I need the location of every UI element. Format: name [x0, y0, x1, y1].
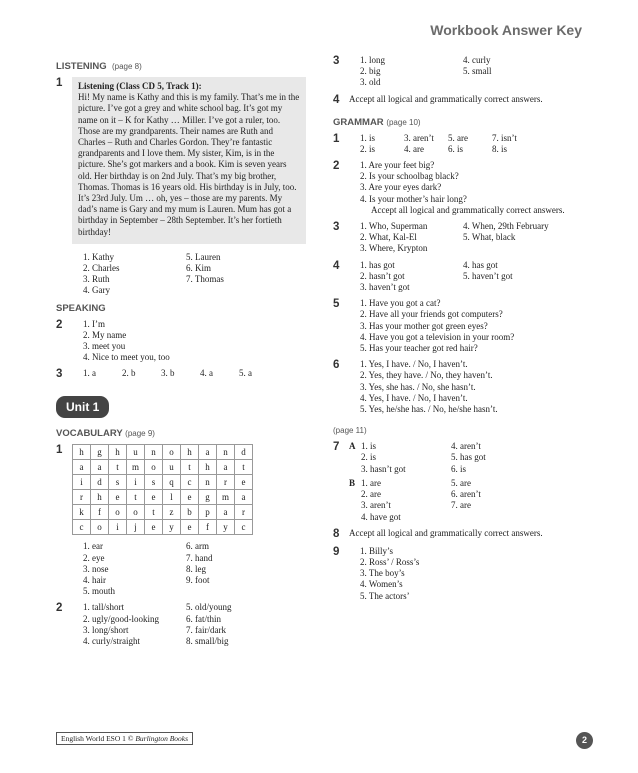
answer-item: 6. aren’t [451, 489, 481, 500]
answer-item: 3. hasn’t got [361, 463, 406, 474]
answer-item: 8. small/big [186, 636, 229, 647]
word-search-cell: a [73, 460, 91, 475]
answer-item [186, 586, 306, 597]
word-search-cell: c [235, 520, 253, 535]
answer-list [349, 133, 583, 155]
answer-list [349, 55, 583, 89]
word-search-cell: s [109, 475, 127, 490]
word-search-row [73, 520, 253, 535]
answer-item [463, 282, 583, 293]
grammar-exercise-6: 6 1. Yes, I have. / No, I haven’t. 2. Yes, they have. / No, they haven’t. 3. Yes, she has. / No, she hasn’t. 4. Yes, I have. / No, I haven’t. 5. Yes, he/she has. / No, he/she hasn’t. [333, 359, 583, 415]
part-a-label: A [349, 441, 356, 452]
word-search-cell: j [127, 520, 145, 535]
word-search-cell: r [235, 505, 253, 520]
word-search-cell: h [199, 460, 217, 475]
page-header: Workbook Answer Key [430, 22, 582, 38]
answer-list [349, 260, 583, 294]
answer-item: 1. Who, Superman [360, 221, 428, 232]
answer-item: 1. long [360, 55, 386, 65]
answer-item: 1. tall/short [83, 602, 124, 613]
word-search-cell: c [181, 475, 199, 490]
answer-item: 2. Is your schoolbag black? [360, 171, 459, 182]
answer-list [72, 319, 306, 364]
answer-item: 7. hand [186, 552, 213, 563]
answer-item: 3. old [360, 77, 381, 88]
word-search-cell: o [163, 445, 181, 460]
grammar-exercise-9: 9 1. Billy’s 2. Ross’ / Ross’s 3. The boy’s 4. Women’s 5. The actors’ [333, 546, 583, 602]
word-search-cell: h [181, 445, 199, 460]
answer-item: 4. aren’t [451, 441, 481, 452]
word-search-cell: e [181, 490, 199, 505]
word-search-cell: s [145, 475, 163, 490]
answer-item: 4. are [404, 143, 424, 154]
word-search-cell: l [163, 490, 181, 505]
word-search-cell: t [145, 505, 163, 520]
answer-item: 1. a [83, 368, 96, 379]
answer-item: 3. The boy’s [360, 568, 405, 579]
answer-item: 4. Yes, I have. / No, I haven’t. [360, 392, 468, 403]
word-search-cell: n [145, 445, 163, 460]
answer-list [349, 160, 583, 216]
word-search-cell: r [73, 490, 91, 505]
answer-item: 5. haven’t got [463, 270, 513, 281]
word-search-cell: o [145, 460, 163, 475]
word-search-cell: e [145, 520, 163, 535]
vocabulary-heading: VOCABULARY (page 9) [56, 428, 155, 440]
word-search-cell: y [217, 520, 235, 535]
answer-item: 4. When, 29th February [463, 221, 549, 232]
answer-item: 1. ear [83, 541, 103, 552]
answer-item [451, 512, 583, 523]
answer-item: 2. is [361, 452, 377, 463]
answer-item: 5. Has your teacher got red hair? [360, 343, 478, 354]
answer-item: 1. is [360, 132, 376, 143]
answer-item: 4. curly/straight [83, 636, 140, 647]
word-search-row [73, 505, 253, 520]
answer-item [186, 285, 306, 296]
word-search-cell: a [217, 460, 235, 475]
answer-item: 6. fat/thin [186, 613, 221, 624]
word-search-cell: e [145, 490, 163, 505]
vocabulary-exercise-2: 2 1. tall/short 5. old/young 2. ugly/good-looking 6. fat/thin 3. long/short 7. fair/dark 4. curly/straight 8. small/big [56, 602, 306, 647]
word-search-cell: t [127, 490, 145, 505]
word-search-cell: d [91, 475, 109, 490]
answer-item: 7. Thomas [186, 274, 224, 285]
answer-item: 3. aren’t [404, 132, 434, 143]
word-search-cell: t [235, 460, 253, 475]
listening-heading: LISTENING (page 8) [56, 61, 142, 72]
transcript-title: Listening (Class CD 5, Track 1): [78, 81, 202, 91]
word-search-cell: m [127, 460, 145, 475]
grammar-exercise-1: 1 1. is 3. aren’t 5. are 7. isn’t 2. is 4. are 6. is 8. is [333, 133, 583, 155]
answer-item: 2. What, Kal-El [360, 232, 417, 243]
word-search-cell: u [163, 460, 181, 475]
answer-item: 7. isn’t [492, 132, 517, 143]
grammar-exercise-2: 2 1. Are your feet big? 2. Is your schoolbag black? 3. Are your eyes dark? 4. Is your mother’s hair long? Accept all logical and grammatically correct answers. [333, 160, 583, 216]
answer-list [72, 541, 306, 597]
word-search-cell: a [217, 505, 235, 520]
unit-badge: Unit 1 [56, 396, 109, 418]
answer-item: 3. Yes, she has. / No, she hasn’t. [360, 381, 476, 392]
answer-item: 5. has got [451, 452, 486, 463]
word-search-cell: h [91, 490, 109, 505]
answer-item: 4. Gary [83, 285, 110, 296]
answer-item: 1. Are your feet big? [360, 160, 435, 171]
word-search-cell: i [109, 520, 127, 535]
answer-item: 6. arm [186, 541, 209, 552]
answer-item: 2. b [122, 368, 136, 379]
answer-item: 2. hasn’t got [360, 270, 405, 281]
grammar-heading: GRAMMAR (page 10) [333, 116, 421, 128]
answer-item: 2. is [360, 143, 376, 154]
listening-exercise-1: 1 Listening (Class CD 5, Track 1): Hi! My name is Kathy and this is my family. That’s me in the picture. I’ve got a grey and white school bag. It’s got my name on it – K for Kathy … Miller. I’ve got a ruler, too. Those are my grandparents. Their names are Ruth and Charles – Ruth and Charles Gordon. They’re fantastic grandparents and I love them. My sister, Kim, is in the picture. She’s got markers and a book. Kim is seven years old. Her birthday is on 2nd July. That’s my big brother, Thomas. Thomas is 16 years old. His birthday is in July, too. It’s 23rd July. Um … oh, yes – those are my parents. My dad’s name is Gary and my mum is Lauren. Mum has got a birthday in September – 28th September. It’s her fortieth birthday! 1. Kathy 5. Lauren 2. Charles 6. Kim 3. Ruth 7. Thomas 4. Gary [56, 77, 306, 297]
speaking-heading: SPEAKING [56, 302, 106, 314]
answer-list [72, 368, 306, 381]
word-search-row [73, 490, 253, 505]
word-search-cell: n [199, 475, 217, 490]
answer-item: 3. Ruth [83, 274, 110, 285]
answer-item: 4. Women’s [360, 579, 403, 590]
answer-text: Accept all logical and grammatically correct answers. [349, 93, 543, 104]
speaking-exercise-3: 3 1. a 2. b 3. b 4. a 5. a [56, 368, 306, 381]
word-search-cell: g [91, 445, 109, 460]
page-number: 2 [576, 732, 593, 749]
word-search-cell: k [73, 505, 91, 520]
word-search-cell: o [127, 505, 145, 520]
answer-list [361, 441, 583, 475]
answer-list [349, 546, 583, 602]
word-search-cell: r [217, 475, 235, 490]
word-search-cell: a [199, 445, 217, 460]
answer-item: 3. meet you [83, 341, 126, 352]
word-search-cell: e [235, 475, 253, 490]
answer-item: 4. hair [83, 575, 106, 586]
vocabulary-exercise-4: 4 Accept all logical and grammatically correct answers. [333, 94, 583, 107]
answer-item [463, 77, 583, 88]
left-column [56, 55, 306, 652]
answer-item: 8. is [492, 143, 508, 154]
answer-item: 4. Nice to meet you, too [83, 352, 170, 363]
grammar-exercise-3: 3 1. Who, Superman 4. When, 29th February 2. What, Kal-El 5. What, black 3. Where, Krypton [333, 221, 583, 255]
word-search-cell: y [163, 520, 181, 535]
answer-item: 3. b [161, 368, 175, 379]
answer-item: 1. is [361, 441, 377, 452]
answer-item: 4. a [200, 368, 213, 379]
answer-item: 7. are [451, 500, 471, 511]
grammar-exercise-7: 7 A 1. is 4. aren’t 2. is 5. has got 3. hasn’t got 6. is B 1. are 5. are 2. are 6. aren’t 3. aren’t 7. are 4. have got [333, 441, 583, 522]
word-search-cell: f [91, 505, 109, 520]
word-search-cell: n [217, 445, 235, 460]
word-search-cell: z [163, 505, 181, 520]
answer-item: 2. eye [83, 552, 105, 563]
word-search-grid [72, 444, 253, 535]
word-search-cell: o [91, 520, 109, 535]
word-search-row [73, 445, 253, 460]
vocabulary-exercise-3: 3 1. long 4. curly 2. big 5. small 3. old [333, 55, 583, 89]
answer-item: 2. ugly/good-looking [83, 613, 159, 624]
answer-item: 1. Kathy [83, 251, 114, 262]
answer-list [72, 252, 306, 297]
answer-item: 2. are [361, 489, 381, 500]
answer-item: 5. are [448, 132, 468, 143]
answer-item: 1. I’m [83, 318, 105, 329]
answer-item: 8. leg [186, 563, 206, 574]
speaking-exercise-2: 2 1. I’m 2. My name 3. meet you 4. Nice to meet you, too [56, 319, 306, 364]
answer-item: 4. has got [463, 259, 498, 270]
footer-credit: English World ESO 1 © Burlington Books [56, 732, 193, 745]
answer-item: 1. are [361, 477, 381, 488]
answer-item: 3. Where, Krypton [360, 243, 428, 254]
word-search-cell: a [91, 460, 109, 475]
answer-item: 1. Have you got a cat? [360, 298, 441, 309]
answer-item: 3. nose [83, 563, 109, 574]
answer-list [72, 602, 306, 647]
grammar-exercise-5: 5 1. Have you got a cat? 2. Have all your friends got computers? 3. Has your mother got green eyes? 4. Have you got a television in your room? 5. Has your teacher got red hair? [333, 298, 583, 354]
word-search-cell: m [217, 490, 235, 505]
answer-item: 3. Has your mother got green eyes? [360, 320, 488, 331]
word-search-cell: f [199, 520, 217, 535]
word-search-cell: p [199, 505, 217, 520]
answer-item: 3. haven’t got [360, 282, 410, 293]
answer-item: 5. Lauren [186, 251, 221, 262]
grammar-exercise-4: 4 1. has got 4. has got 2. hasn’t got 5. haven’t got 3. haven’t got [333, 260, 583, 294]
word-search-cell: i [73, 475, 91, 490]
answer-item: 2. Charles [83, 263, 120, 274]
answer-item: 2. big [360, 66, 381, 77]
answer-item: 3. aren’t [361, 500, 391, 511]
answer-item: 5. a [239, 368, 252, 379]
answer-list [349, 221, 583, 255]
answer-item: 6. is [448, 143, 464, 154]
word-search-cell: q [163, 475, 181, 490]
answer-item: 3. Are your eyes dark? [360, 182, 442, 193]
answer-item: 4. Have you got a television in your room? [360, 331, 515, 342]
answer-item: 7. fair/dark [186, 624, 226, 635]
word-search-cell: t [109, 460, 127, 475]
grammar-exercise-8: 8 Accept all logical and grammatically correct answers. [333, 528, 583, 541]
answer-text: Accept all logical and grammatically correct answers. [349, 527, 543, 538]
answer-item: 5. The actors’ [360, 590, 410, 601]
answer-item: 4. curly [463, 55, 491, 65]
word-search-cell: o [109, 505, 127, 520]
answer-item: 4. Is your mother’s hair long? [360, 193, 467, 204]
word-search-cell: g [199, 490, 217, 505]
word-search-cell: t [181, 460, 199, 475]
answer-list [349, 298, 583, 354]
word-search-cell: u [127, 445, 145, 460]
word-search-cell: i [127, 475, 145, 490]
word-search-cell: h [109, 445, 127, 460]
answer-item [463, 243, 583, 254]
answer-item: 1. has got [360, 259, 395, 270]
answer-item: 5. Yes, he/she has. / No, he/she hasn’t. [360, 404, 498, 415]
answer-item: 2. Have all your friends got computers? [360, 309, 503, 320]
word-search-row [73, 460, 253, 475]
word-search-row [73, 475, 253, 490]
answer-item: 5. What, black [463, 232, 516, 243]
answer-item: 4. have got [361, 511, 401, 522]
answer-item: 1. Billy’s [360, 545, 394, 556]
answer-item: 5. mouth [83, 586, 116, 597]
vocabulary-exercise-1: 1 h g h u n o h a n d a a t m o u t h a t i d s i s q c n r e r h e t e l e g m a k f o o t z b p a r c o i j e y e f y c 1. ear 6. arm 2. eye 7. hand 3. nose 8. leg 4. hair 9. foot 5. mouth [56, 444, 306, 597]
word-search-cell: c [73, 520, 91, 535]
answer-item: 1. Yes, I have. / No, I haven’t. [360, 359, 468, 370]
answer-item: 5. are [451, 477, 471, 488]
answer-item: 9. foot [186, 575, 210, 586]
answer-item: Accept all logical and grammatically correct answers. [371, 204, 565, 215]
answer-item: 5. small [463, 66, 492, 77]
word-search-cell: b [181, 505, 199, 520]
answer-item: 6. is [451, 463, 467, 474]
answer-item: 5. old/young [186, 602, 232, 613]
answer-item: 2. Ross’ / Ross’s [360, 556, 420, 567]
transcript-text: Hi! My name is Kathy and this is my family. That’s me in the picture. I’ve got a grey and white school bag. It’s got my name on it – K for Kathy … Miller. I’ve got a ruler, too. Those are my grandparents. Their names are Ruth and Charles – Ruth and Charles Gordon. They’re fantastic grandparents and I love them. My sister, Kim, is in the picture. She’s got markers and a book. Kim is seven years old. Her birthday is on 2nd July. That’s my big brother, Thomas. Thomas is 16 years old. His birthday is in July, too. It’s 23rd July. Um … oh, yes – those are my parents. My dad’s name is Gary and my mum is Lauren. Mum has got a birthday in September – 28th September. It’s her fortieth birthday! [78, 92, 300, 237]
transcript-box [72, 77, 306, 244]
right-column [333, 55, 583, 607]
answer-item: 2. Yes, they have. / No, they haven’t. [360, 370, 493, 381]
part-b-label: B [349, 477, 356, 488]
word-search-cell: d [235, 445, 253, 460]
answer-item: 2. My name [83, 329, 127, 340]
answer-list [349, 359, 583, 415]
page-11-heading: (page 11) [333, 426, 367, 436]
word-search-cell: e [181, 520, 199, 535]
word-search-cell: a [235, 490, 253, 505]
answer-item: 6. Kim [186, 263, 212, 274]
answer-list [361, 478, 583, 523]
word-search-cell: h [73, 445, 91, 460]
answer-item: 3. long/short [83, 624, 129, 635]
word-search-cell: e [109, 490, 127, 505]
